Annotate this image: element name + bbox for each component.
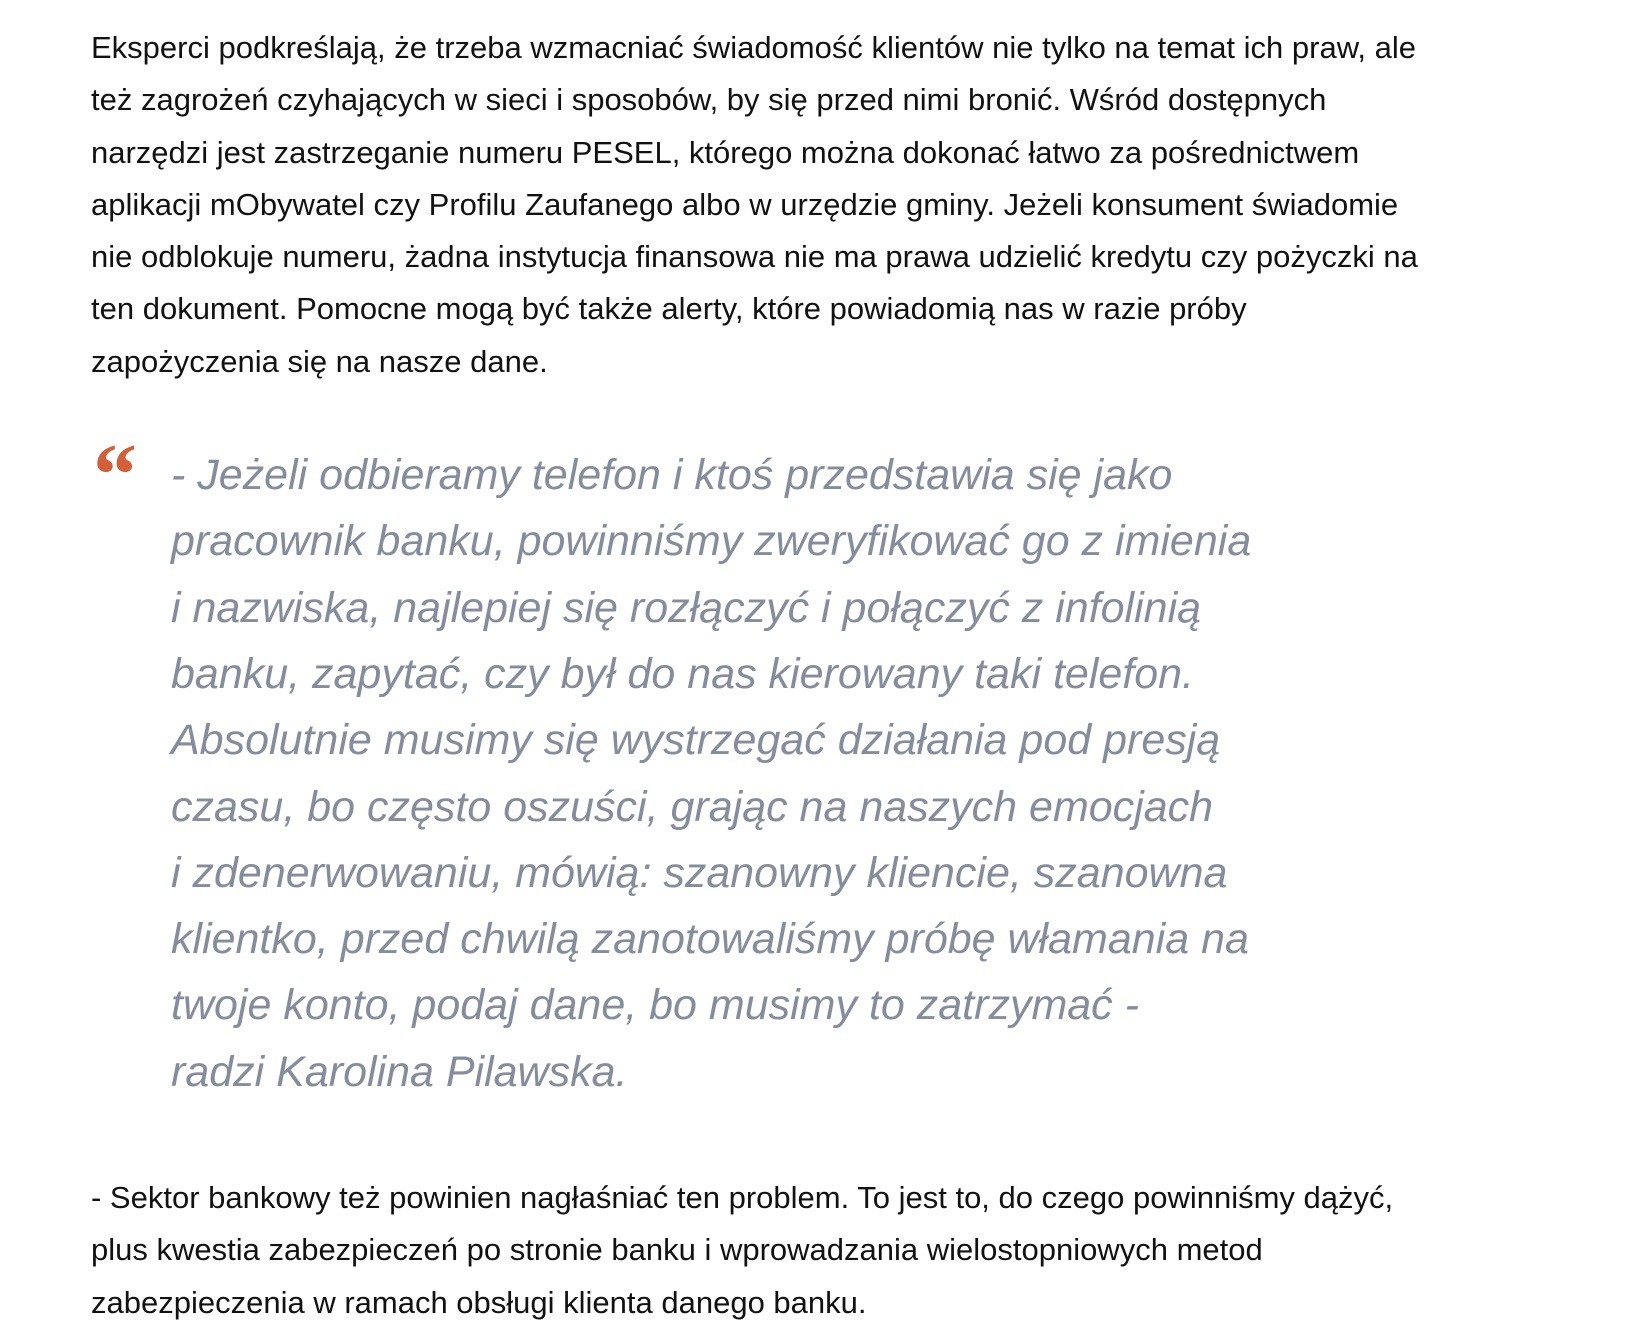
pull-quote xyxy=(91,427,1571,1122)
quote-line: klientko, przed chwilą zanotowaliśmy próbę włamania na xyxy=(171,915,1249,964)
paragraph-line: narzędzi jest zastrzeganie numeru PESEL, którego można dokonać łatwo za pośrednictwem xyxy=(91,134,1360,170)
quote-line: radzi Karolina Pilawska. xyxy=(171,1047,628,1096)
quote-line: Absolutnie musimy się wystrzegać działania pod presją xyxy=(171,716,1221,765)
paragraph-line: zapożyczenia się na nasze dane. xyxy=(91,343,548,379)
quote-text xyxy=(171,442,1251,1105)
quote-line: banku, zapytać, czy był do nas kierowany taki telefon. xyxy=(171,649,1194,698)
paragraph-line: - Sektor bankowy też powinien nagłaśniać ten problem. To jest to, do czego powinniśmy dążyć, xyxy=(91,1180,1394,1216)
quote-line: i nazwiska, najlepiej się rozłączyć i połączyć z infolinią xyxy=(171,583,1202,632)
paragraph-line: też zagrożeń czyhających w sieci i sposobów, by się przed nimi bronić. Wśród dostępnych xyxy=(91,82,1327,118)
paragraph-line: nie odblokuje numeru, żadna instytucja finansowa nie ma prawa udzielić kredytu czy pożyczki na xyxy=(91,239,1418,275)
quote-line: pracownik banku, powinniśmy zweryfikować go z imienia xyxy=(171,517,1252,566)
paragraph-line: Eksperci podkreślają, że trzeba wzmacniać świadomość klientów nie tylko na temat ich praw, ale xyxy=(91,30,1416,65)
quote-line: twoje konto, podaj dane, bo musimy to zatrzymać - xyxy=(171,981,1139,1030)
quote-line: - Jeżeli odbieramy telefon i ktoś przedstawia się jako xyxy=(171,451,1173,500)
quote-mark-icon: “ xyxy=(93,427,137,525)
paragraph-outro xyxy=(91,1172,1571,1329)
paragraph-intro xyxy=(91,22,1571,388)
paragraph-line: plus kwestia zabezpieczeń po stronie banku i wprowadzania wielostopniowych metod xyxy=(91,1232,1263,1268)
paragraph-line: aplikacji mObywatel czy Profilu Zaufanego albo w urzędzie gminy. Jeżeli konsument świadomie xyxy=(91,186,1399,222)
paragraph-line: ten dokument. Pomocne mogą być także alerty, które powiadomią nas w razie próby xyxy=(91,291,1247,327)
quote-line: czasu, bo często oszuści, grając na naszych emocjach xyxy=(171,782,1214,831)
article-body xyxy=(91,22,1571,1329)
quote-line: i zdenerwowaniu, mówią: szanowny kliencie, szanowna xyxy=(171,848,1228,897)
paragraph-line: zabezpieczenia w ramach obsługi klienta danego banku. xyxy=(91,1284,867,1320)
